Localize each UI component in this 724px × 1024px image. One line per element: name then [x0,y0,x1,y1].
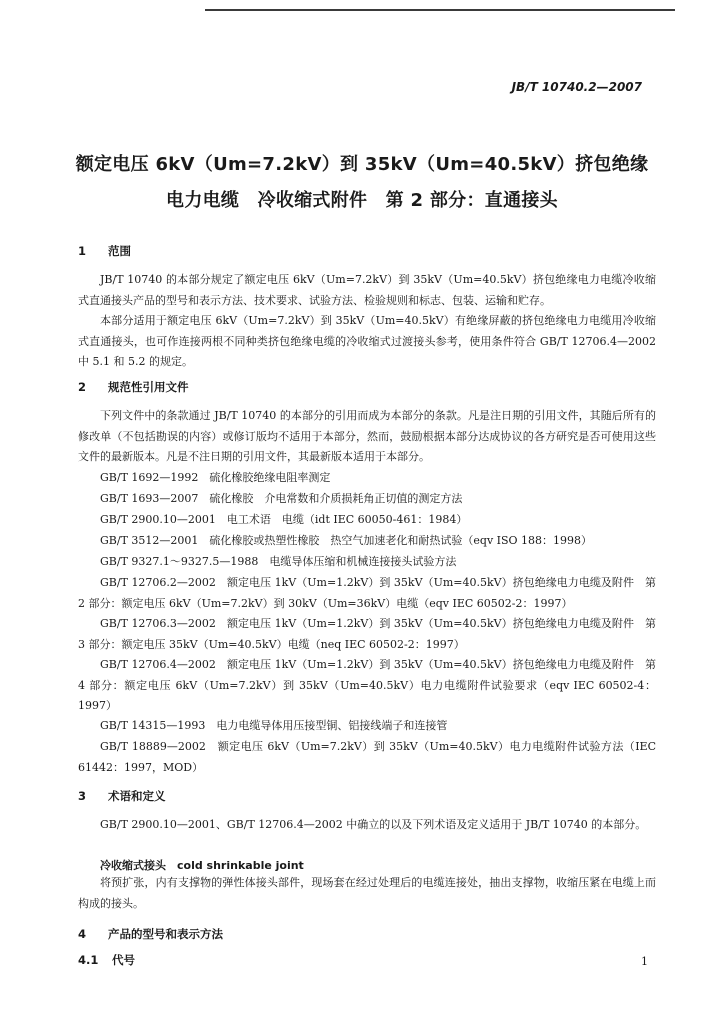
section-number: 2 [78,380,87,394]
references-intro: 下列文件中的条款通过 JB/T 10740 的本部分的引用而成为本部分的条款。凡是注日期的引用文件，其随后所有的修改单（不包括勘误的内容）或修订版均不适用于本部分，然而，鼓励根据本部分达成协议的各方研究是否可使用这些文件的最新版本。凡是不注日期的引用文件，其最新版本适用于本部分。 [78,409,656,463]
section-title: 产品的型号和表示方法 [108,927,223,941]
subsection-4-1-heading [78,952,135,968]
document-title-line-2: 电力电缆 冷收缩式附件 第 2 部分：直通接头 [166,190,558,211]
reference-item: GB/T 3512—2001 硫化橡胶或热塑性橡胶 热空气加速老化和耐热试验（eqv ISO 188：1998） [100,534,593,547]
section-number: 1 [78,244,87,258]
term-english: cold shrinkable joint [177,859,304,872]
terms-intro: GB/T 2900.10—2001、GB/T 12706.4—2002 中确立的以及下列术语及定义适用于 JB/T 10740 的本部分。 [100,818,647,831]
scope-paragraph-2: 本部分适用于额定电压 6kV（Um=7.2kV）到 35kV（Um=40.5kV）有绝缘屏蔽的挤包绝缘电力电缆用冷收缩式直通接头，也可作连接两根不同种类挤包绝缘电缆的冷收缩式过渡接头参考，使用条件符合 GB/T 12706.4—2002 中 5.1 和 5.2 的规定。 [78,314,656,368]
section-title: 术语和定义 [108,789,166,803]
section-title: 范围 [108,244,131,258]
top-rule [205,9,675,11]
scope-paragraph-1: JB/T 10740 的本部分规定了额定电压 6kV（Um=7.2kV）到 35kV（Um=40.5kV）挤包绝缘电力电缆冷收缩式直通接头产品的型号和表示方法、技术要求、试验方法、检验规则和标志、包装、运输和贮存。 [78,273,656,307]
reference-item: GB/T 12706.3—2002 额定电压 1kV（Um=1.2kV）到 35kV（Um=40.5kV）挤包绝缘电力电缆及附件 第 3 部分：额定电压 35kV（Um=40.5kV）电缆（neq IEC 60502-2：1997） [78,617,656,651]
subsection-title: 代号 [112,953,135,967]
reference-item: GB/T 12706.2—2002 额定电压 1kV（Um=1.2kV）到 35kV（Um=40.5kV）挤包绝缘电力电缆及附件 第 2 部分：额定电压 6kV（Um=7.2kV）到 30kV（Um=36kV）电缆（eqv IEC 60502-2：1997） [78,576,656,610]
reference-item: GB/T 18889—2002 额定电压 6kV（Um=7.2kV）到 35kV（Um=40.5kV）电力电缆附件试验方法（IEC 61442：1997，MOD） [78,740,656,774]
term-heading [78,857,656,873]
reference-item: GB/T 1693—2007 硫化橡胶 介电常数和介质损耗角正切值的测定方法 [100,492,463,505]
section-3-heading [78,788,166,804]
section-1-heading [78,243,131,259]
section-title: 规范性引用文件 [108,380,189,394]
reference-item: GB/T 14315—1993 电力电缆导体用压接型铜、铝接线端子和连接管 [100,719,448,732]
section-number: 4 [78,927,87,941]
reference-item: GB/T 9327.1～9327.5—1988 电缆导体压缩和机械连接接头试验方法 [100,555,457,568]
subsection-number: 4.1 [78,953,99,967]
term-definition: 将预扩张，内有支撑物的弹性体接头部件，现场套在经过处理后的电缆连接处，抽出支撑物，收缩压紧在电缆上而构成的接头。 [78,876,656,910]
reference-item: GB/T 12706.4—2002 额定电压 1kV（Um=1.2kV）到 35kV（Um=40.5kV）挤包绝缘电力电缆及附件 第 4 部分：额定电压 6kV（Um=7.2kV）到 35kV（Um=40.5kV）电力电缆附件试验要求（eqv IEC 60502-4：1997） [78,658,656,712]
section-2-heading [78,379,189,395]
document-title-line-1: 额定电压 6kV（Um=7.2kV）到 35kV（Um=40.5kV）挤包绝缘 [75,154,649,175]
section-4-heading [78,926,223,942]
reference-item: GB/T 2900.10—2001 电工术语 电缆（idt IEC 60050-461：1984） [100,513,468,526]
section-number: 3 [78,789,87,803]
reference-item: GB/T 1692—1992 硫化橡胶绝缘电阻率测定 [100,471,331,484]
term-chinese: 冷收缩式接头 [100,859,166,872]
page-number: 1 [641,955,648,968]
standard-number: JB/T 10740.2—2007 [511,80,642,94]
